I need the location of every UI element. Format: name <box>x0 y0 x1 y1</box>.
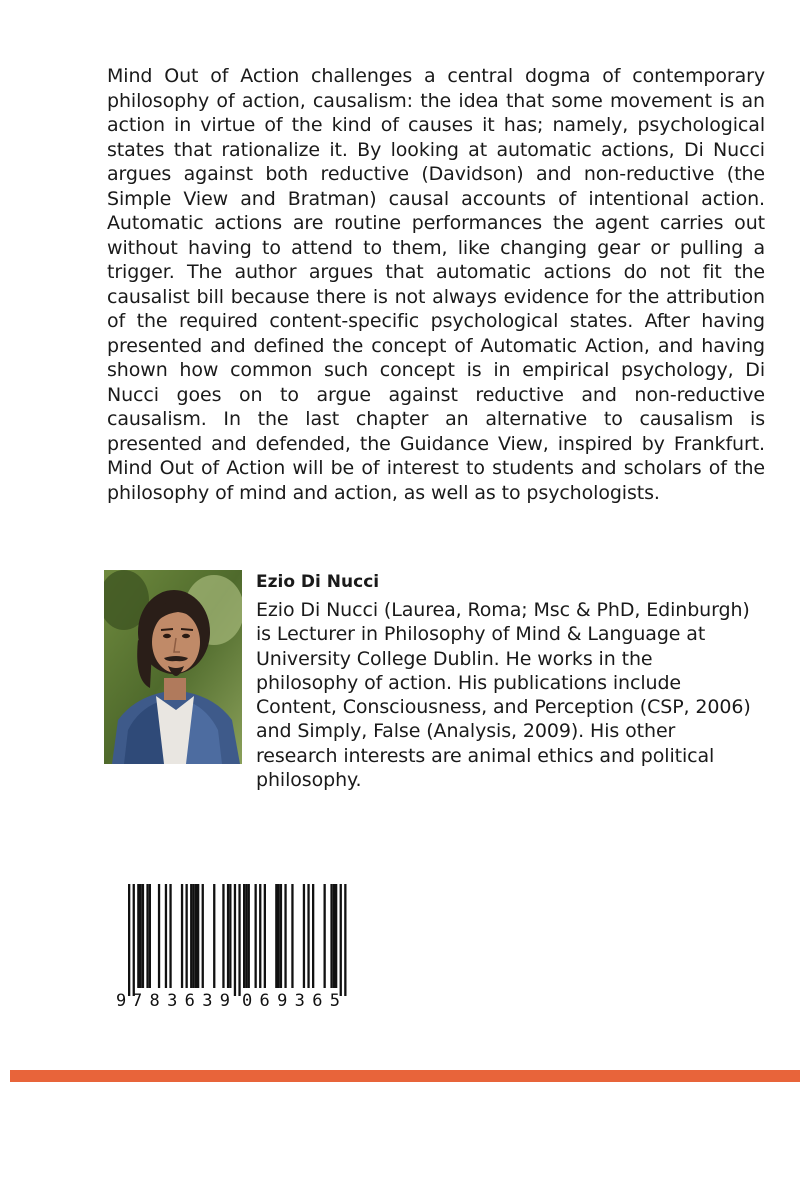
barcode-bar <box>229 884 231 988</box>
barcode-bar <box>133 884 135 996</box>
barcode-icon <box>112 880 358 1010</box>
barcode-bar <box>275 884 277 988</box>
barcode-bar <box>137 884 139 988</box>
barcode-bar <box>291 884 293 988</box>
barcode-bar <box>284 884 286 988</box>
isbn-barcode <box>112 880 358 1010</box>
barcode-bar <box>169 884 171 988</box>
barcode-bar <box>158 884 160 988</box>
barcode-bar <box>333 884 335 988</box>
barcode-bar <box>197 884 199 988</box>
barcode-bar <box>128 884 130 996</box>
barcode-bar <box>149 884 151 988</box>
barcode-lead-digit: 9 <box>116 991 127 1010</box>
barcode-bar <box>330 884 332 988</box>
barcode-bar <box>195 884 197 988</box>
barcode-bar <box>264 884 266 988</box>
barcode-bar <box>202 884 204 988</box>
author-name: Ezio Di Nucci <box>256 572 380 592</box>
barcode-bar <box>243 884 245 988</box>
barcode-bar <box>192 884 194 988</box>
barcode-bar <box>213 884 215 988</box>
back-cover-blurb: Mind Out of Action challenges a central dogma of contemporary philosophy of action, causalism: the idea that some movement is an action in virtue of the kind of causes it has; namely, psychological states that rationalize it. By looking at automatic actions, Di Nucci argues against both reductive (Davidson) and non-reductive (the Simple View and Bratman) causal accounts of intentional action. Automatic actions are routine performances the agent carries out without having to attend to them, like changing gear or pulling a trigger. The author argues that automatic actions do not fit the causalist bill because there is not always evidence for the attribution of the required content-specific psychological states. After having presented and defined the concept of Automatic Action, and having shown how common such concept is in empirical psychology, Di Nucci goes on to argue against reductive and non-reductive causalism. In the last chapter an alternative to causalism is presented and defended, the Guidance View, inspired by Frankfurt. Mind Out of Action will be of interest to students and scholars of the philosophy of mind and action, as well as to psychologists. <box>107 65 765 504</box>
barcode-bar <box>344 884 346 996</box>
barcode-bar <box>324 884 326 988</box>
barcode-bar <box>142 884 144 988</box>
barcode-right-digits: 069365 <box>242 991 340 1010</box>
barcode-bar <box>280 884 282 988</box>
barcode-bar <box>140 884 142 988</box>
barcode-bar <box>259 884 261 988</box>
barcode-bar <box>186 884 188 988</box>
barcode-bar <box>238 884 240 996</box>
barcode-bar <box>340 884 342 996</box>
barcode-bar <box>245 884 247 988</box>
barcode-bar <box>303 884 305 988</box>
barcode-bar <box>335 884 337 988</box>
author-portrait-icon <box>104 570 242 764</box>
barcode-bar <box>146 884 148 988</box>
barcode-bar <box>227 884 229 988</box>
barcode-bar <box>307 884 309 988</box>
accent-rule <box>10 1070 800 1082</box>
barcode-bar <box>165 884 167 988</box>
barcode-bar <box>248 884 250 988</box>
author-photo <box>104 570 242 764</box>
barcode-bar <box>234 884 236 996</box>
barcode-bar <box>255 884 257 988</box>
author-bio: Ezio Di Nucci (Laurea, Roma; Msc & PhD, Edinburgh) is Lecturer in Philosophy of Mind & Language at University College Dublin. He works in the philosophy of action. His publications include Content, Consciousness, and Perception (CSP, 2006) and Simply, False (Analysis, 2009). His other research interests are animal ethics and political philosophy. <box>256 599 751 792</box>
barcode-bar <box>312 884 314 988</box>
barcode-bar <box>278 884 280 988</box>
barcode-left-digits: 783639 <box>132 991 230 1010</box>
barcode-bar <box>181 884 183 988</box>
barcode-bar <box>190 884 192 988</box>
barcode-bar <box>222 884 224 988</box>
